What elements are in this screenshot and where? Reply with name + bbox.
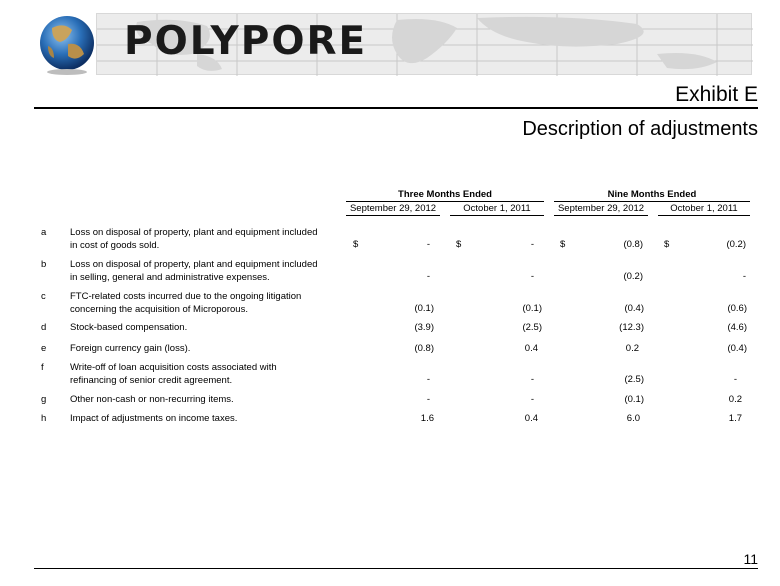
table-cell: - (426, 239, 430, 250)
column-underline (450, 215, 544, 216)
table-cell: - (742, 271, 746, 282)
row-label: Loss on disposal of property, plant and equipment included in cost of goods sold. (70, 227, 318, 251)
table-cell: - (530, 239, 534, 250)
row-label: Stock-based compensation. (70, 322, 188, 333)
table-cell: (0.4) (727, 343, 747, 354)
row-label: Write-off of loan acquisition costs associated with refinancing of senior credit agreement. (70, 362, 277, 386)
table-cell: (0.1) (414, 303, 434, 314)
column-header: October 1, 2011 (670, 203, 738, 214)
table-cell: - (426, 271, 430, 282)
page-subtitle: Description of adjustments (522, 118, 758, 140)
table-cell: - (426, 374, 430, 385)
table-cell: 0.4 (524, 413, 538, 424)
row-label: Impact of adjustments on income taxes. (70, 413, 238, 424)
exhibit-title: Exhibit E (675, 83, 758, 106)
column-header: October 1, 2011 (463, 203, 531, 214)
table-cell: - (530, 394, 534, 405)
table-cell: (2.5) (624, 374, 644, 385)
table-cell: (4.6) (727, 322, 747, 333)
table-cell: (0.8) (623, 239, 643, 250)
column-underline (346, 215, 440, 216)
group-header-nine-months: Nine Months Ended (607, 189, 697, 200)
row-label: Foreign currency gain (loss). (70, 343, 191, 354)
column-underline (658, 215, 750, 216)
table-cell: 0.2 (728, 394, 742, 405)
row-label: Other non-cash or non-recurring items. (70, 394, 234, 405)
currency-symbol: $ (353, 239, 359, 250)
company-logo-text: POLYPORE (124, 19, 368, 64)
row-label: Loss on disposal of property, plant and equipment included in selling, general and administrative expenses. (70, 259, 318, 283)
table-cell: 0.2 (625, 343, 639, 354)
group-underline (554, 201, 750, 202)
row-letter: a (41, 227, 47, 238)
row-label: FTC-related costs incurred due to the ongoing litigation concerning the acquisition of Microporous. (70, 291, 302, 315)
footer-divider (34, 568, 758, 569)
row-letter: d (41, 322, 47, 333)
row-letter: g (41, 394, 47, 405)
group-header-three-months: Three Months Ended (398, 189, 492, 200)
header-divider (34, 107, 758, 109)
table-cell: - (426, 394, 430, 405)
table-cell: 6.0 (626, 413, 640, 424)
row-letter: f (41, 362, 44, 373)
globe-logo-icon (38, 14, 96, 76)
row-letter: b (41, 259, 47, 270)
table-cell: 1.6 (420, 413, 434, 424)
table-cell: (0.2) (623, 271, 643, 282)
currency-symbol: $ (664, 239, 670, 250)
row-letter: e (41, 343, 47, 354)
table-cell: (0.1) (624, 394, 644, 405)
currency-symbol: $ (560, 239, 566, 250)
column-header: September 29, 2012 (557, 203, 645, 214)
table-cell: 0.4 (524, 343, 538, 354)
page-number: 11 (743, 551, 758, 567)
table-cell: 1.7 (728, 413, 742, 424)
table-cell: (0.4) (624, 303, 644, 314)
group-underline (346, 201, 544, 202)
table-cell: (3.9) (414, 322, 434, 333)
table-cell: (0.8) (414, 343, 434, 354)
table-cell: (0.2) (726, 239, 746, 250)
row-letter: c (41, 291, 46, 302)
row-letter: h (41, 413, 47, 424)
table-cell: - (733, 374, 737, 385)
column-header: September 29, 2012 (349, 203, 437, 214)
table-cell: - (530, 374, 534, 385)
table-cell: (12.3) (619, 322, 644, 333)
column-underline (554, 215, 648, 216)
currency-symbol: $ (456, 239, 462, 250)
table-cell: (0.1) (522, 303, 542, 314)
table-cell: (2.5) (522, 322, 542, 333)
table-cell: (0.6) (727, 303, 747, 314)
table-cell: - (530, 271, 534, 282)
